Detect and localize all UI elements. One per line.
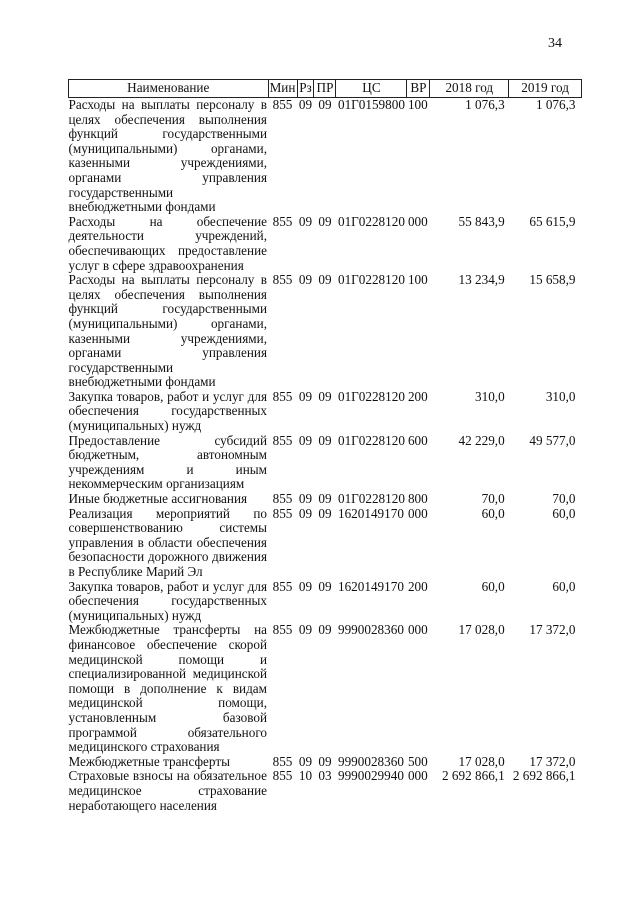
- cell-pr: 09: [318, 753, 332, 769]
- cell-min: 855: [272, 213, 293, 229]
- table-row: [69, 580, 582, 624]
- cell-pr: 09: [318, 578, 332, 594]
- cell-rz: 09: [298, 753, 313, 769]
- cell-cs: 9990029940: [337, 768, 404, 784]
- table-row: [69, 434, 582, 492]
- table-row: [69, 215, 582, 273]
- cell-min: 855: [272, 578, 293, 594]
- table-header-row: [69, 80, 582, 98]
- cell-name: Страховые взносы на обязательное медицинское страхование неработающего населения: [68, 768, 268, 813]
- cell-min: 855: [272, 505, 293, 521]
- cell-name: Реализация мероприятий по совершенствованию системы управления в области обеспечения безопасности дорожного движения в Республике Марий Эл: [68, 505, 268, 579]
- cell-2019: 49 577,0: [529, 432, 576, 448]
- cell-min: 855: [272, 97, 293, 112]
- cell-min: 855: [272, 768, 293, 784]
- cell-2019: 2 692 866,1: [512, 768, 576, 784]
- cell-name: Предоставление субсидий бюджетным, автономным учреждениям и иным некоммерческим организациям: [68, 432, 268, 492]
- header-year-2019: 2019 год: [509, 80, 582, 98]
- header-cs: ЦС: [336, 80, 407, 98]
- cell-2018: 60,0: [481, 505, 505, 521]
- cell-pr: 09: [318, 213, 332, 229]
- table-row: [69, 273, 582, 390]
- header-min: Мин: [268, 80, 297, 98]
- cell-2018: 55 843,9: [458, 213, 505, 229]
- cell-cs: 01Г0228120: [337, 388, 405, 404]
- cell-cs: 01Г0228120: [337, 432, 405, 448]
- cell-2019: 1 076,3: [535, 97, 576, 112]
- budget-table: [68, 79, 582, 813]
- cell-2019: 17 372,0: [529, 753, 576, 769]
- cell-rz: 10: [298, 768, 313, 784]
- cell-pr: 09: [318, 505, 332, 521]
- cell-name: Закупка товаров, работ и услуг для обеспечения государственных (муниципальных) нужд: [68, 578, 268, 623]
- cell-name: Межбюджетные трансферты: [68, 753, 230, 769]
- cell-2019: 70,0: [552, 491, 576, 507]
- cell-rz: 09: [298, 388, 313, 404]
- cell-cs: 9990028360: [337, 753, 404, 769]
- header-rz: Рз: [297, 80, 314, 98]
- cell-name: Расходы на обеспечение деятельности учреждений, обеспечивающих предоставление услуг в сфере здравоохранения: [68, 213, 268, 273]
- table-row: [69, 755, 582, 770]
- cell-rz: 09: [298, 622, 313, 638]
- cell-min: 855: [272, 432, 293, 448]
- table-body: [69, 98, 582, 814]
- cell-vr: 000: [407, 768, 428, 784]
- table-row: [69, 769, 582, 813]
- cell-cs: 01Г0228120: [337, 491, 405, 507]
- cell-vr: 000: [407, 213, 428, 229]
- cell-cs: 1620149170: [337, 505, 404, 521]
- cell-vr: 000: [407, 622, 428, 638]
- cell-2019: 15 658,9: [529, 272, 576, 288]
- cell-cs: 9990028360: [337, 622, 404, 638]
- header-vr: ВР: [407, 80, 430, 98]
- cell-rz: 09: [298, 97, 313, 112]
- cell-2018: 2 692 866,1: [442, 768, 505, 784]
- cell-2019: 60,0: [552, 505, 576, 521]
- cell-rz: 09: [298, 213, 313, 229]
- cell-pr: 09: [318, 97, 332, 112]
- cell-2018: 17 028,0: [458, 622, 505, 638]
- cell-vr: 100: [407, 97, 428, 112]
- cell-cs: 01Г0228120: [337, 213, 405, 229]
- cell-2018: 70,0: [481, 491, 505, 507]
- cell-2019: 65 615,9: [529, 213, 576, 229]
- cell-rz: 09: [298, 432, 313, 448]
- cell-vr: 000: [407, 505, 428, 521]
- cell-pr: 09: [318, 388, 332, 404]
- cell-name: Закупка товаров, работ и услуг для обеспечения государственных (муниципальных) нужд: [68, 388, 268, 434]
- table-row: [69, 390, 582, 434]
- cell-rz: 09: [298, 578, 313, 594]
- cell-2018: 42 229,0: [458, 432, 505, 448]
- table-row: [69, 98, 582, 215]
- cell-cs: 1620149170: [337, 578, 404, 594]
- cell-cs: 01Г0228120: [337, 272, 405, 288]
- cell-rz: 09: [298, 272, 313, 288]
- cell-2019: 60,0: [552, 578, 576, 594]
- cell-pr: 03: [318, 768, 332, 784]
- cell-2018: 17 028,0: [458, 753, 505, 769]
- page-number: 34: [548, 36, 562, 51]
- cell-vr: 100: [407, 272, 428, 288]
- cell-pr: 09: [318, 622, 332, 638]
- cell-cs: 01Г0159800: [337, 97, 405, 112]
- table-row: [69, 492, 582, 507]
- cell-pr: 09: [318, 272, 332, 288]
- cell-min: 855: [272, 622, 293, 638]
- cell-name: Расходы на выплаты персоналу в целях обеспечения выполнения функций государственными (муниципальными) органами, казенными учреждениями, органами управления государственными внебюджетными фондами: [68, 97, 268, 215]
- cell-2018: 310,0: [475, 388, 505, 404]
- cell-name: Иные бюджетные ассигнования: [68, 491, 248, 507]
- cell-vr: 200: [407, 388, 428, 404]
- table-row: [69, 623, 582, 754]
- header-pr: ПР: [314, 80, 336, 98]
- cell-2018: 60,0: [481, 578, 505, 594]
- header-year-2018: 2018 год: [430, 80, 509, 98]
- cell-min: 855: [272, 753, 293, 769]
- cell-2018: 1 076,3: [465, 97, 505, 112]
- cell-pr: 09: [318, 491, 332, 507]
- cell-rz: 09: [298, 505, 313, 521]
- cell-rz: 09: [298, 491, 313, 507]
- cell-pr: 09: [318, 432, 332, 448]
- table-row: [69, 507, 582, 580]
- cell-2018: 13 234,9: [458, 272, 505, 288]
- cell-vr: 800: [407, 491, 428, 507]
- cell-2019: 310,0: [545, 388, 576, 404]
- cell-vr: 200: [407, 578, 428, 594]
- cell-vr: 500: [407, 753, 428, 769]
- cell-name: Межбюджетные трансферты на финансовое обеспечение скорой медицинской помощи и специализированной медицинской помощи в дополнение к видам медицинской помощи, установленным базовой программой обязательного медицинского страхования: [68, 622, 268, 755]
- header-name: Наименование: [69, 80, 269, 98]
- cell-min: 855: [272, 272, 293, 288]
- cell-min: 855: [272, 491, 293, 507]
- cell-min: 855: [272, 388, 293, 404]
- cell-vr: 600: [407, 432, 428, 448]
- cell-name: Расходы на выплаты персоналу в целях обеспечения выполнения функций государственными (муниципальными) органами, казенными учреждениями, органами управления государственными внебюджетными фондами: [68, 272, 268, 390]
- cell-2019: 17 372,0: [529, 622, 576, 638]
